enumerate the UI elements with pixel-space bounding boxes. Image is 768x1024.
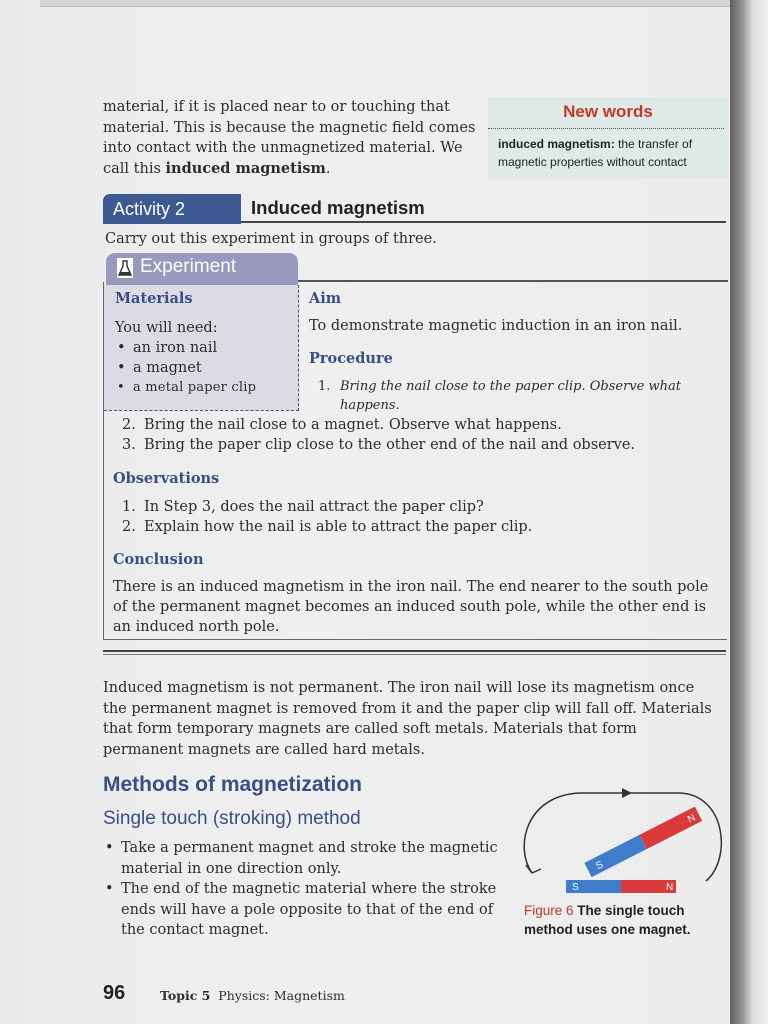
materials-items bbox=[115, 338, 295, 398]
activity-badge bbox=[103, 194, 241, 224]
figure-label: Figure 6 bbox=[524, 903, 574, 918]
book-spine-shadow bbox=[730, 0, 768, 1024]
activity-title: Induced magnetism bbox=[251, 197, 425, 218]
item-text: Explain how the nail is able to attract the paper clip. bbox=[144, 519, 533, 535]
observation-item bbox=[122, 497, 722, 517]
step-text: happens. bbox=[340, 398, 400, 413]
page-number: 96 bbox=[103, 982, 126, 1004]
aim-text: To demonstrate magnetic induction in an iron nail. bbox=[309, 318, 683, 334]
intro-line: material, if it is placed near to or touching that bbox=[103, 99, 450, 115]
intro-text-span: . bbox=[325, 160, 331, 177]
you-will-need: You will need: bbox=[115, 320, 218, 336]
section-divider bbox=[103, 650, 726, 652]
paragraph-line: Induced magnetism is not permanent. The iron nail will lose its magnetism once bbox=[103, 680, 695, 696]
step-text: Bring the nail close to a magnet. Observe what happens. bbox=[144, 417, 562, 433]
intro-line: material. This is because the magnetic field comes bbox=[103, 119, 476, 136]
conclusion-text bbox=[113, 577, 731, 637]
materials-heading: Materials bbox=[115, 290, 193, 307]
list-item: • a metal paper clip bbox=[115, 378, 295, 398]
new-words-title: New words bbox=[563, 102, 653, 121]
definition-text: magnetic properties without contact bbox=[498, 155, 687, 169]
experiment-header bbox=[106, 253, 298, 285]
definition-text: the transfer of bbox=[614, 137, 693, 151]
magnet-south-label: S bbox=[594, 859, 606, 873]
item-number: 2. bbox=[122, 519, 136, 535]
running-footer bbox=[160, 988, 345, 1003]
aim-heading: Aim bbox=[309, 290, 342, 307]
bullet-item bbox=[103, 879, 508, 941]
procedure-step-1 bbox=[318, 377, 681, 415]
observations-heading: Observations bbox=[113, 470, 220, 487]
activity-rule bbox=[241, 221, 726, 223]
observation-item bbox=[122, 517, 722, 537]
footer-topic: Topic 5 bbox=[160, 988, 211, 1003]
experiment-label: Experiment bbox=[140, 256, 237, 277]
magnet-south bbox=[584, 835, 647, 877]
stroke-path bbox=[524, 793, 721, 881]
paragraph-line: the permanent magnet is removed from it and the paper clip will fall off. Materials bbox=[103, 700, 712, 717]
magnet-north-label: N bbox=[685, 812, 698, 826]
list-item: • an iron nail bbox=[115, 338, 295, 358]
conclusion-line: There is an induced magnetism in the iron nail. The end nearer to the south pole bbox=[113, 579, 709, 595]
bullet-text: Take a permanent magnet and stroke the magnetic bbox=[121, 840, 498, 856]
materials-dashed-border bbox=[298, 285, 299, 411]
bullet-text: ends will have a pole opposite to that of the end of bbox=[121, 901, 494, 918]
step-text: Bring the nail close to the paper clip. Observe what bbox=[340, 379, 681, 394]
material-north-label: N bbox=[666, 882, 674, 893]
page-top-edge bbox=[40, 0, 740, 7]
bullet-list bbox=[103, 838, 508, 941]
bullet-text: The end of the magnetic material where the stroke bbox=[121, 881, 497, 897]
new-words-term: induced magnetism: bbox=[498, 137, 615, 151]
bullet-item bbox=[103, 838, 508, 879]
subsection-heading: Single touch (stroking) method bbox=[103, 808, 361, 829]
materials-dashed-border bbox=[104, 410, 299, 411]
paragraph-line: permanent magnets are called hard metals. bbox=[103, 741, 425, 758]
item-number: 1. bbox=[122, 499, 136, 515]
step-number: 1. bbox=[318, 379, 331, 394]
procedure-steps bbox=[122, 415, 722, 455]
caption-text: The single touch bbox=[573, 903, 685, 918]
list-item: • a magnet bbox=[115, 358, 295, 378]
arrow-head-icon bbox=[622, 788, 632, 798]
new-words-definition bbox=[488, 129, 728, 171]
flask-icon bbox=[117, 258, 133, 278]
procedure-step bbox=[122, 435, 722, 455]
intro-line: into contact with the unmagnetized material. We bbox=[103, 140, 463, 156]
conclusion-line: of the permanent magnet becomes an induced south pole, while the other end is bbox=[113, 599, 707, 615]
intro-text-span: call this bbox=[103, 160, 166, 177]
stroking-diagram bbox=[520, 785, 730, 897]
new-words-box bbox=[488, 97, 728, 179]
materials-list bbox=[115, 318, 295, 398]
intro-bold-term: induced magnetism bbox=[165, 159, 326, 177]
conclusion-line: an induced north pole. bbox=[113, 619, 280, 635]
intro-paragraph bbox=[103, 97, 478, 179]
paragraph-line: that form temporary magnets are called soft metals. Materials that form bbox=[103, 721, 637, 737]
procedure-heading: Procedure bbox=[309, 350, 393, 367]
item-text: In Step 3, does the nail attract the paper clip? bbox=[144, 499, 484, 515]
material-south-label: S bbox=[572, 882, 579, 893]
activity-instruction: Carry out this experiment in groups of three. bbox=[105, 231, 437, 247]
step-number: 2. bbox=[122, 417, 136, 433]
bar-magnet bbox=[584, 807, 702, 878]
caption-text: method uses one magnet. bbox=[524, 922, 691, 937]
section-divider bbox=[103, 654, 726, 655]
bullet-text: material in one direction only. bbox=[121, 860, 342, 877]
step-text: Bring the paper clip close to the other end of the nail and observe. bbox=[144, 437, 636, 453]
conclusion-heading: Conclusion bbox=[113, 551, 204, 568]
body-paragraph bbox=[103, 678, 731, 760]
step-number: 3. bbox=[122, 437, 136, 453]
observations-list bbox=[122, 497, 722, 537]
activity-badge-label: Activity 2 bbox=[113, 199, 186, 219]
bullet-text: the contact magnet. bbox=[121, 922, 269, 938]
footer-subject: Physics: Magnetism bbox=[210, 988, 345, 1003]
section-heading: Methods of magnetization bbox=[103, 773, 362, 796]
procedure-step bbox=[122, 415, 722, 435]
figure-caption bbox=[524, 901, 729, 939]
intro-line bbox=[103, 159, 478, 180]
method-bullets bbox=[103, 838, 508, 941]
